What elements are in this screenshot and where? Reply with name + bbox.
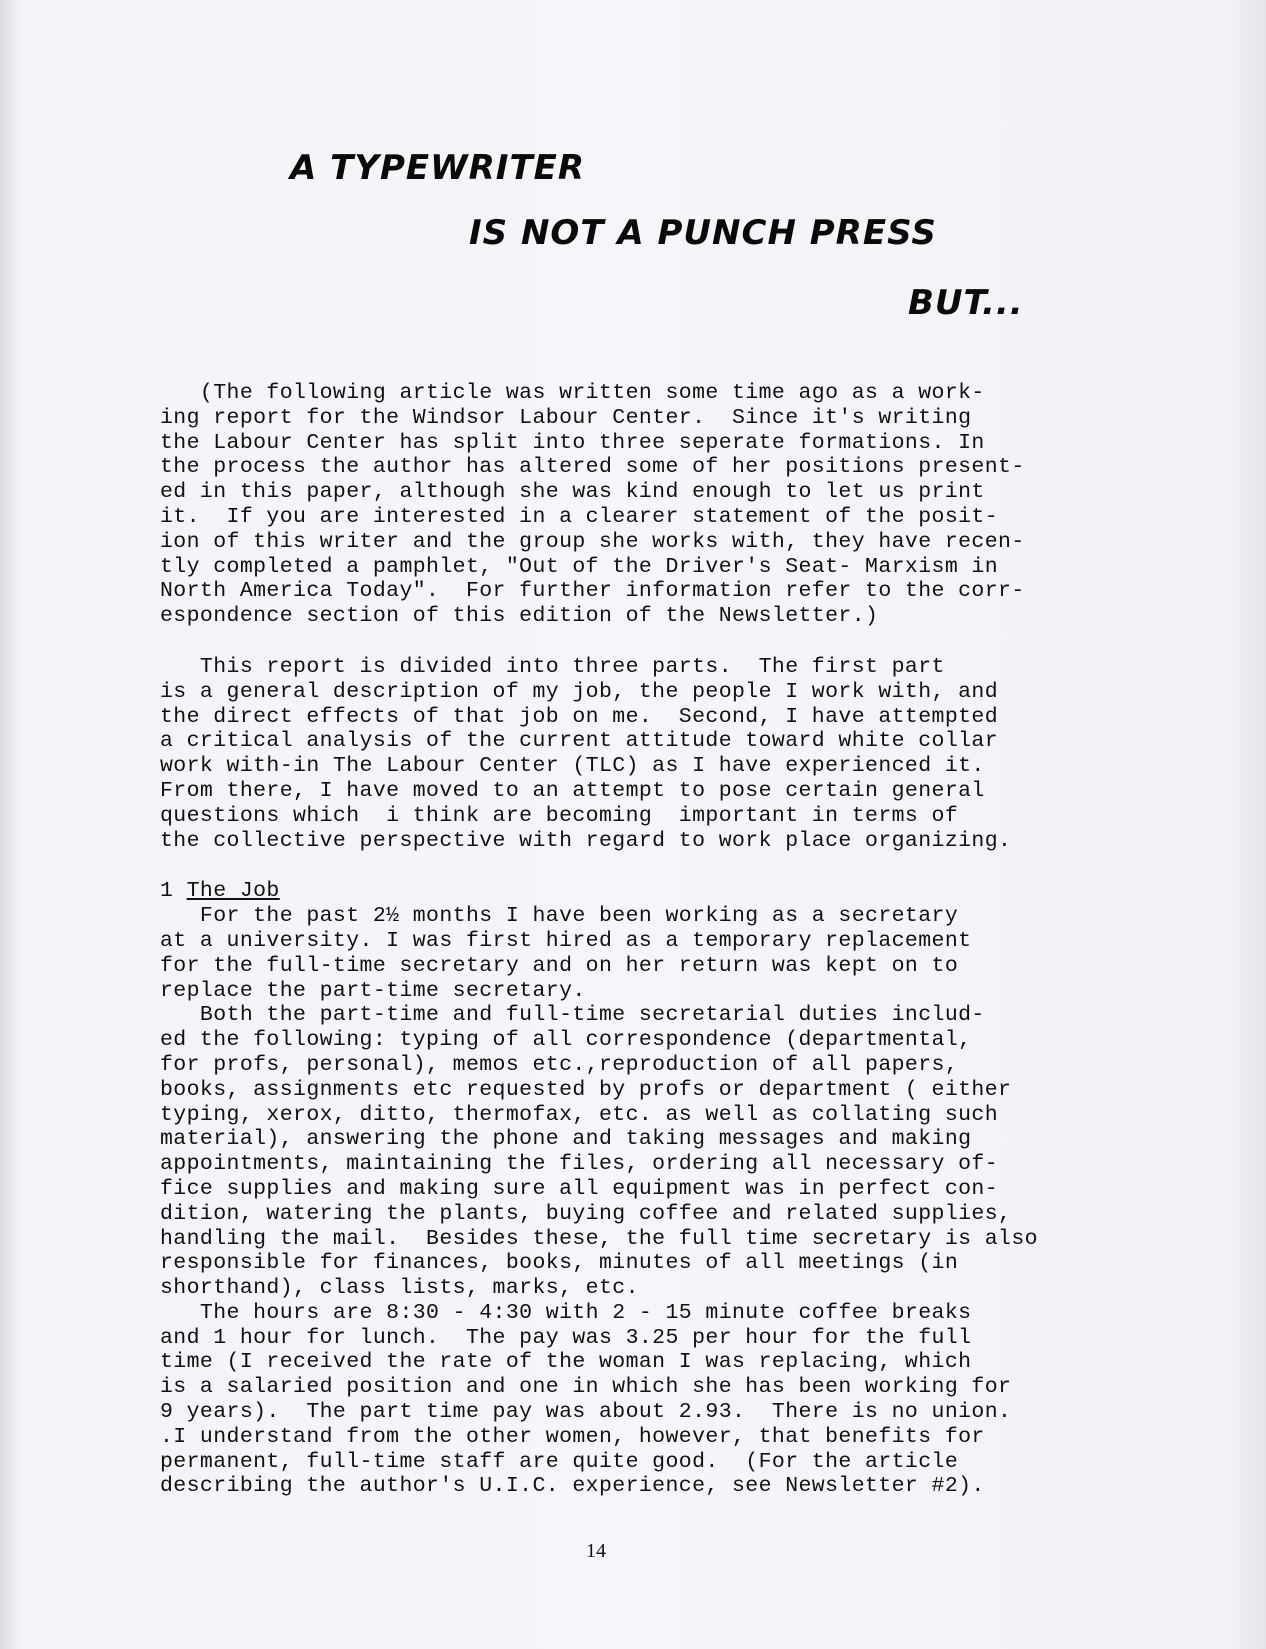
text-line: for profs, personal), memos etc.,reproduction of all papers, bbox=[160, 1052, 959, 1077]
text-line: From there, I have moved to an attempt to pose certain general bbox=[160, 778, 985, 803]
text-line: describing the author's U.I.C. experience, see Newsletter #2). bbox=[160, 1474, 985, 1499]
text-line: the Labour Center has split into three seperate formations. In bbox=[160, 430, 985, 455]
text-line: .I understand from the other women, however, that benefits for bbox=[160, 1424, 985, 1449]
text-line: 9 years). The part time pay was about 2.93. There is no union. bbox=[160, 1400, 1012, 1425]
text-line: Both the part-time and full-time secretarial duties includ- bbox=[160, 1003, 985, 1028]
text-line: time (I received the rate of the woman I was replacing, which bbox=[160, 1350, 972, 1375]
text-line: dition, watering the plants, buying coffee and related supplies, bbox=[160, 1201, 1012, 1226]
section-number: 1 bbox=[160, 879, 187, 904]
title-line-3: BUT... bbox=[908, 283, 1024, 323]
text-line: tly completed a pamphlet, "Out of the Driver's Seat- Marxism in bbox=[160, 554, 999, 579]
text-line: the collective perspective with regard to work place organizing. bbox=[160, 828, 1012, 853]
text-line: is a general description of my job, the people I work with, and bbox=[160, 679, 999, 704]
text-line: material), answering the phone and taking messages and making bbox=[160, 1127, 972, 1152]
section-heading bbox=[160, 879, 1180, 904]
title-line-2: IS NOT A PUNCH PRESS bbox=[469, 213, 937, 253]
text-line: is a salaried position and one in which she has been working for bbox=[160, 1375, 1012, 1400]
text-line: ing report for the Windsor Labour Center. Since it's writing bbox=[160, 405, 972, 430]
text-line: questions which i think are becoming important in terms of bbox=[160, 803, 959, 828]
text-line: replace the part-time secretary. bbox=[160, 978, 586, 1003]
text-line: typing, xerox, ditto, thermofax, etc. as well as collating such bbox=[160, 1102, 999, 1127]
job-section-text bbox=[160, 904, 1180, 1499]
text-line: books, assignments etc requested by profs or department ( either bbox=[160, 1077, 1012, 1102]
text-line: ed the following: typing of all correspondence (departmental, bbox=[160, 1028, 972, 1053]
text-line: responsible for finances, books, minutes of all meetings (in bbox=[160, 1251, 959, 1276]
text-line: at a university. I was first hired as a temporary replacement bbox=[160, 928, 972, 953]
text-line: the process the author has altered some of her positions present- bbox=[160, 455, 1025, 480]
text-line: it. If you are interested in a clearer statement of the posit- bbox=[160, 504, 999, 529]
text-line: the direct effects of that job on me. Second, I have attempted bbox=[160, 704, 999, 729]
text-line: handling the mail. Besides these, the full time secretary is also bbox=[160, 1226, 1038, 1251]
text-line: work with-in The Labour Center (TLC) as I have experienced it. bbox=[160, 754, 985, 779]
text-line: permanent, full-time staff are quite good. (For the article bbox=[160, 1449, 959, 1474]
text-line: espondence section of this edition of the Newsletter.) bbox=[160, 604, 879, 629]
text-line: appointments, maintaining the files, ordering all necessary of- bbox=[160, 1152, 999, 1177]
text-line: ed in this paper, although she was kind enough to let us print bbox=[160, 480, 985, 505]
text-line: This report is divided into three parts. The first part bbox=[160, 654, 945, 679]
text-line: for the full-time secretary and on her return was kept on to bbox=[160, 953, 959, 978]
intro-paragraph bbox=[160, 381, 1180, 629]
text-line: (The following article was written some time ago as a work- bbox=[160, 381, 985, 405]
overview-paragraph bbox=[160, 655, 1180, 853]
title-line-1: A TYPEWRITER bbox=[290, 148, 586, 188]
section-title: The Job bbox=[186, 879, 280, 904]
text-line: and 1 hour for lunch. The pay was 3.25 per hour for the full bbox=[160, 1325, 972, 1350]
article-body bbox=[160, 381, 1180, 1499]
text-line: a critical analysis of the current attitude toward white collar bbox=[160, 729, 999, 754]
text-line: shorthand), class lists, marks, etc. bbox=[160, 1276, 639, 1301]
text-line: ion of this writer and the group she works with, they have recen- bbox=[160, 529, 1025, 554]
text-line: fice supplies and making sure all equipment was in perfect con- bbox=[160, 1176, 999, 1201]
page-number: 14 bbox=[586, 1540, 606, 1562]
text-line: For the past 2½ months I have been working as a secretary bbox=[160, 904, 959, 929]
text-line: North America Today". For further information refer to the corr- bbox=[160, 579, 1025, 604]
text-line: The hours are 8:30 - 4:30 with 2 - 15 minute coffee breaks bbox=[160, 1300, 972, 1325]
